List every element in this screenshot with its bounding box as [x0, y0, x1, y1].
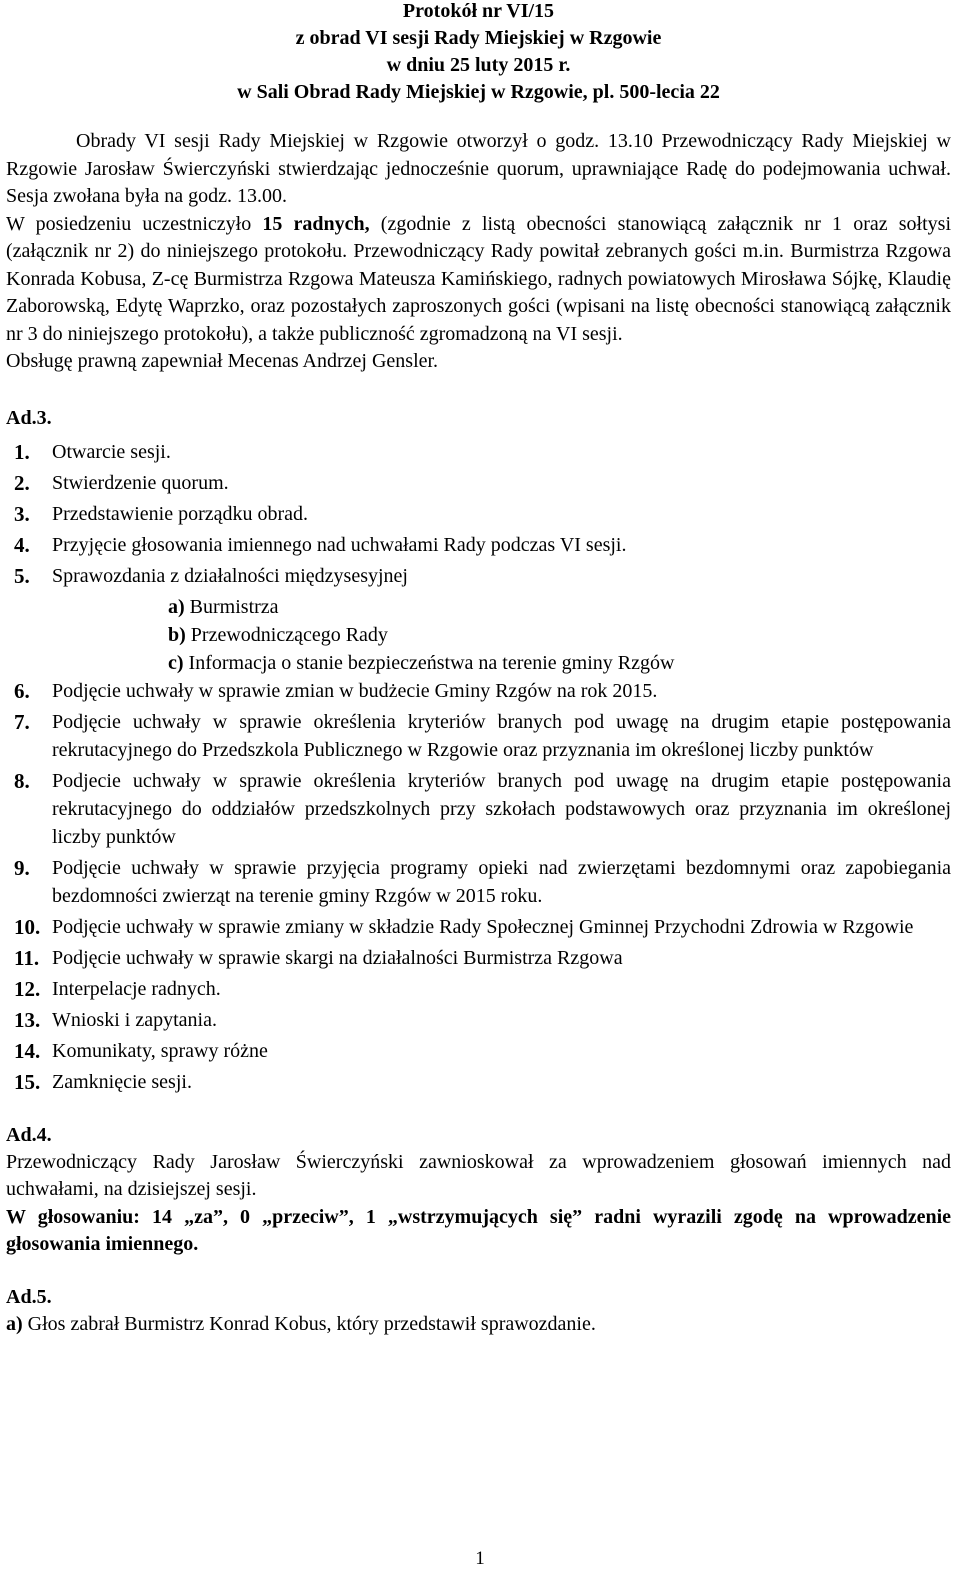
ad5-heading: Ad.5. — [6, 1285, 52, 1308]
agenda-item-text: Otwarcie sesji. — [52, 440, 171, 463]
ad5-letter: a) — [6, 1312, 23, 1335]
attendance-count: 15 radnych, — [262, 212, 370, 235]
agenda-item-text: Przedstawienie porządku obrad. — [52, 502, 309, 525]
agenda-item — [6, 975, 951, 1003]
ad4-vote-result: W głosowaniu: 14 „za”, 0 „przeciw”, 1 „wstrzymujących się” radni wyrazili zgodę na wprowadzenie głosowania imiennego. — [6, 1205, 951, 1255]
agenda-item-text: Wnioski i zapytania. — [52, 1008, 217, 1031]
agenda-item-text: Przyjęcie głosowania imiennego nad uchwałami Rady podczas VI sesji. — [52, 533, 627, 556]
agenda-item-number: 15. — [14, 1069, 41, 1094]
ad5-text — [6, 1311, 951, 1339]
intro-paragraph: Obrady VI sesji Rady Miejskiej w Rzgowie otworzył o godz. 13.10 Przewodniczący Rady Miejskiej w Rzgowie Jarosław Świerczyński stwierdzając jednocześnie quorum, uprawniające Radę do podejmowania uchwał. Sesja zwołana była na godz. 13.00. — [6, 130, 951, 207]
agenda-item-text: Podjecie uchwały w sprawie określenia kryteriów branych pod uwagę na drugim etapie postępowania rekrutacyjnego do oddziałów przedszkolnych przy szkołach podstawowych oraz przyznania im określonej liczby punktów — [52, 769, 951, 848]
ad4-text: Przewodniczący Rady Jarosław Świerczyński zawnioskował za wprowadzeniem głosowań imiennych nad uchwałami, na dzisiejszej sesji. — [6, 1150, 951, 1200]
agenda-subitem — [6, 649, 951, 677]
ad4-heading: Ad.4. — [6, 1123, 52, 1146]
agenda-item — [6, 531, 951, 559]
agenda-list — [6, 438, 951, 1096]
agenda-subitem-letter: a) — [168, 595, 185, 618]
ad5-body: Głos zabrał Burmistrz Konrad Kobus, który przedstawił sprawozdanie. — [22, 1312, 596, 1335]
header-session: z obrad VI sesji Rady Miejskiej w Rzgowie — [295, 27, 662, 49]
agenda-item-number: 9. — [14, 855, 30, 880]
agenda-subitem-letter: b) — [168, 623, 186, 646]
agenda-item-text: Interpelacje radnych. — [52, 977, 221, 1000]
attendance-paragraph — [6, 211, 951, 349]
agenda-item — [6, 944, 951, 972]
agenda-subitem — [6, 621, 951, 649]
agenda-item-number: 14. — [14, 1038, 41, 1063]
agenda-item-text: Komunikaty, sprawy różne — [52, 1039, 268, 1062]
agenda-item-number: 6. — [14, 678, 30, 703]
agenda-item — [6, 708, 951, 764]
agenda-item — [6, 767, 951, 851]
agenda-item-number: 5. — [14, 563, 30, 588]
agenda-item-text: Podjęcie uchwały w sprawie zmiany w składzie Rady Społecznej Gminnej Przychodni Zdrowia w Rzgowie — [52, 915, 914, 938]
agenda-item-number: 2. — [14, 470, 30, 495]
document-page — [6, 0, 951, 1338]
agenda-item — [6, 1068, 951, 1096]
document-header — [6, 0, 951, 106]
agenda-subitem-letter: c) — [168, 651, 184, 674]
agenda-item-number: 13. — [14, 1007, 41, 1032]
attendance-text-c: (zgodnie z listą obecności stanowiącą załącznik nr 1 oraz sołtysi (załącznik nr 2) do niniejszego protokołu. Przewodniczący Rady powitał zebranych gości m.in. Burmistrza Rzgowa Konrada Kobusa, Z-cę Burmistrza Rzgowa Mateusza Kamińskiego, radnych powiatowych Mirosława Sójkę, Klaudię Zaborowską, Edytę Waprzko, oraz pozostałych zaproszonych gości (wpisani na listę obecności stanowiącą załącznik nr 3 do niniejszego protokołu), a także publiczność zgromadzoną na VI sesji. — [6, 212, 951, 345]
page-number: 1 — [475, 1548, 485, 1569]
agenda-item-text: Sprawozdania z działalności międzysesyjnej — [52, 564, 408, 587]
agenda-item — [6, 500, 951, 528]
legal-service-paragraph: Obsługę prawną zapewniał Mecenas Andrzej Gensler. — [6, 350, 439, 372]
agenda-item — [6, 677, 951, 705]
ad3-heading: Ad.3. — [6, 406, 52, 429]
header-date: w dniu 25 luty 2015 r. — [386, 54, 571, 76]
agenda-item — [6, 1037, 951, 1065]
agenda-item-number: 8. — [14, 768, 30, 793]
agenda-subitem-text: Informacja o stanie bezpieczeństwa na terenie gminy Rzgów — [188, 651, 675, 674]
agenda-item-number: 1. — [14, 439, 30, 464]
agenda-item-number: 7. — [14, 709, 30, 734]
agenda-subitem-text: Przewodniczącego Rady — [190, 623, 388, 646]
agenda-item-number: 4. — [14, 532, 30, 557]
agenda-item-number: 10. — [14, 914, 41, 939]
header-title: Protokół nr VI/15 — [402, 0, 555, 22]
header-location: w Sali Obrad Rady Miejskiej w Rzgowie, pl. 500-lecia 22 — [237, 81, 720, 103]
agenda-item-text: Stwierdzenie quorum. — [52, 471, 229, 494]
agenda-item-text: Podjęcie uchwały w sprawie przyjęcia programy opieki nad zwierzętami bezdomnymi oraz zapobiegania bezdomności zwierząt na terenie gminy Rzgów w 2015 roku. — [52, 856, 951, 907]
agenda-item-text: Zamknięcie sesji. — [52, 1070, 192, 1093]
agenda-item-text: Podjęcie uchwały w sprawie określenia kryteriów branych pod uwagę na drugim etapie postępowania rekrutacyjnego do Przedszkola Publicznego w Rzgowie oraz przyznania im określonej liczby punktów — [52, 710, 951, 761]
agenda-item-number: 3. — [14, 501, 30, 526]
agenda-item — [6, 854, 951, 910]
agenda-item — [6, 1006, 951, 1034]
agenda-item — [6, 438, 951, 466]
agenda-subitem — [6, 593, 951, 621]
agenda-subitem-text: Burmistrza — [189, 595, 279, 618]
agenda-item-text: Podjęcie uchwały w sprawie zmian w budżecie Gminy Rzgów na rok 2015. — [52, 679, 658, 702]
agenda-item-number: 11. — [14, 945, 40, 970]
agenda-item — [6, 562, 951, 590]
agenda-item-number: 12. — [14, 976, 41, 1001]
agenda-item — [6, 913, 951, 941]
attendance-text-a: W posiedzeniu uczestniczyło — [6, 212, 263, 235]
agenda-item — [6, 469, 951, 497]
agenda-item-text: Podjęcie uchwały w sprawie skargi na działalności Burmistrza Rzgowa — [52, 946, 623, 969]
